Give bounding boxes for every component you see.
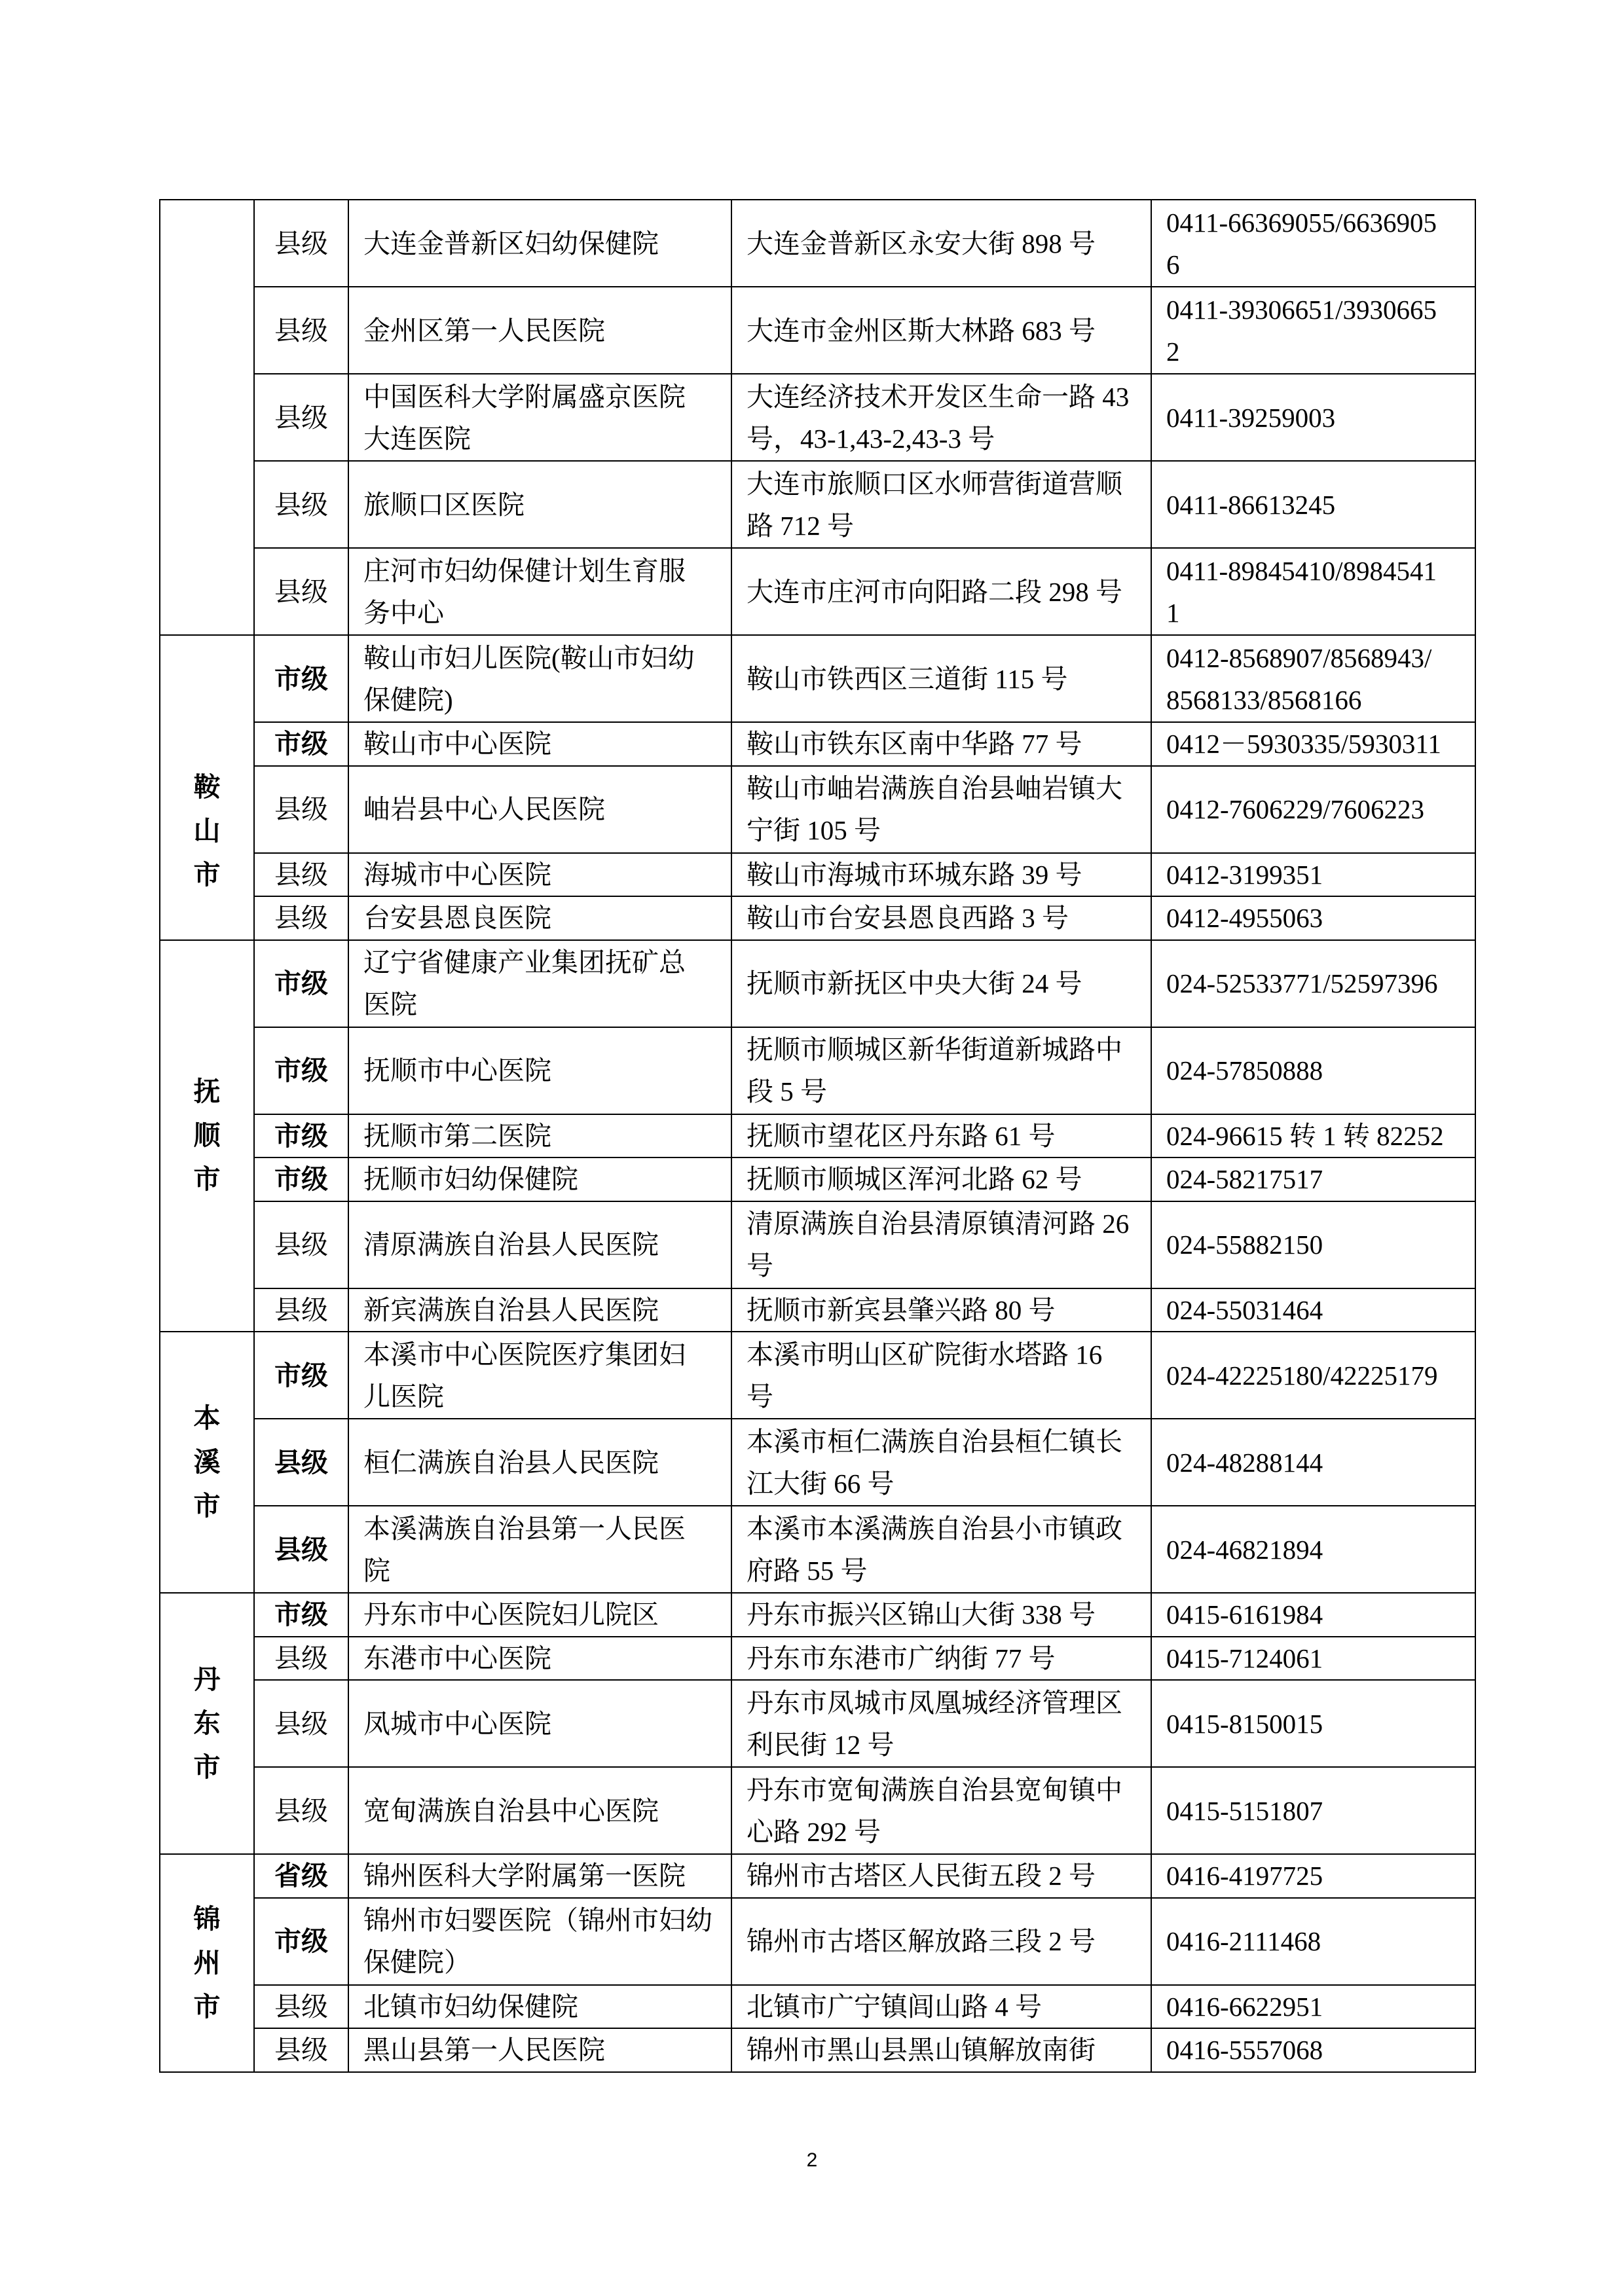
- hospital-name: 宽甸满族自治县中心医院: [363, 1795, 659, 1826]
- address-text: 大连市金州区斯大林路 683 号: [747, 315, 1096, 346]
- table-row: [160, 1114, 1475, 1158]
- phone-cell: [1151, 722, 1475, 766]
- address-text: 鞍山市台安县恩良西路 3 号: [747, 903, 1069, 934]
- address-cell: [731, 548, 1151, 635]
- phone-cell: [1151, 1332, 1475, 1419]
- level-cell: [254, 1898, 348, 1985]
- address-text: 清原满族自治县清原镇清河路 26 号: [747, 1209, 1130, 1281]
- address-text: 锦州市古塔区人民街五段 2 号: [747, 1861, 1096, 1891]
- page-number: 2: [806, 2149, 818, 2171]
- level-cell: [254, 940, 348, 1027]
- address-cell: [731, 1680, 1151, 1767]
- phone-cell: [1151, 200, 1475, 287]
- level-cell: [254, 1419, 348, 1506]
- phone-text: 024-96615 转 1 转 82252: [1166, 1120, 1444, 1151]
- phone-cell: [1151, 1114, 1475, 1158]
- phone-cell: [1151, 1201, 1475, 1288]
- table-row: [160, 1027, 1475, 1114]
- address-cell: [731, 1157, 1151, 1201]
- level-text: 县级: [274, 903, 328, 934]
- phone-cell: [1151, 896, 1475, 940]
- address-text: 抚顺市新抚区中央大街 24 号: [747, 968, 1082, 998]
- table-row: [160, 1680, 1475, 1767]
- level-text: 县级: [274, 402, 328, 433]
- table-row: [160, 1201, 1475, 1288]
- level-cell: [254, 635, 348, 722]
- address-text: 抚顺市新宾县肇兴路 80 号: [747, 1294, 1056, 1325]
- hospital-name-cell: [348, 853, 731, 897]
- address-cell: [731, 940, 1151, 1027]
- address-cell: [731, 635, 1151, 722]
- hospital-name: 大连金普新区妇幼保健院: [363, 228, 659, 259]
- phone-text: 0411-66369055/6636905 6: [1166, 207, 1437, 280]
- hospital-name: 锦州市妇婴医院（锦州市妇幼 保健院）: [363, 1905, 712, 1977]
- table-row: [160, 1637, 1475, 1681]
- phone-text: 0411-86613245: [1166, 489, 1336, 520]
- hospital-name-cell: [348, 896, 731, 940]
- address-text: 抚顺市望花区丹东路 61 号: [747, 1120, 1056, 1151]
- address-text: 锦州市黑山县黑山镇解放南街: [747, 2035, 1096, 2066]
- address-cell: [731, 1506, 1151, 1593]
- phone-text: 0416-5557068: [1166, 2035, 1323, 2066]
- address-cell: [731, 1898, 1151, 1985]
- table-row: [160, 1985, 1475, 2029]
- hospital-name-cell: [348, 1854, 731, 1898]
- hospital-name: 抚顺市中心医院: [363, 1055, 551, 1085]
- phone-cell: [1151, 940, 1475, 1027]
- table-row: [160, 287, 1475, 374]
- phone-text: 0411-39259003: [1166, 402, 1336, 433]
- phone-cell: [1151, 1027, 1475, 1114]
- level-cell: [254, 853, 348, 897]
- phone-text: 0412-7606229/7606223: [1166, 794, 1425, 824]
- address-text: 本溪市本溪满族自治县小市镇政 府路 55 号: [747, 1513, 1122, 1586]
- region-name: 锦州市: [193, 1903, 221, 2022]
- table-row: [160, 722, 1475, 766]
- level-text: 县级: [274, 228, 328, 259]
- table-row: [160, 853, 1475, 897]
- level-cell: [254, 1027, 348, 1114]
- address-text: 鞍山市岫岩满族自治县岫岩镇大 宁街 105 号: [747, 773, 1122, 845]
- hospital-name-cell: [348, 1027, 731, 1114]
- phone-cell: [1151, 2028, 1475, 2072]
- address-text: 丹东市凤城市凤凰城经济管理区 利民街 12 号: [747, 1687, 1122, 1760]
- level-cell: [254, 1114, 348, 1158]
- level-cell: [254, 287, 348, 374]
- hospital-name: 中国医科大学附属盛京医院 大连医院: [363, 381, 686, 454]
- table-row: [160, 1854, 1475, 1898]
- address-text: 本溪市明山区矿院街水塔路 16 号: [747, 1339, 1103, 1412]
- level-cell: [254, 1593, 348, 1637]
- table-row: [160, 635, 1475, 722]
- hospital-table: [159, 199, 1476, 2073]
- address-cell: [731, 1593, 1151, 1637]
- region-cell: [160, 1854, 254, 2072]
- phone-text: 024-52533771/52597396: [1166, 968, 1438, 998]
- level-text: 县级: [274, 1795, 328, 1826]
- table-row: [160, 461, 1475, 548]
- hospital-name-cell: [348, 1506, 731, 1593]
- hospital-name-cell: [348, 1419, 731, 1506]
- phone-text: 0415-5151807: [1166, 1795, 1323, 1826]
- hospital-name-cell: [348, 722, 731, 766]
- address-cell: [731, 1027, 1151, 1114]
- hospital-name-cell: [348, 200, 731, 287]
- hospital-name: 丹东市中心医院妇儿院区: [363, 1599, 659, 1630]
- level-cell: [254, 548, 348, 635]
- table-row: [160, 940, 1475, 1027]
- level-cell: [254, 2028, 348, 2072]
- address-cell: [731, 1985, 1151, 2029]
- hospital-name: 凤城市中心医院: [363, 1708, 551, 1739]
- hospital-name: 旅顺口区医院: [363, 489, 525, 520]
- level-cell: [254, 896, 348, 940]
- phone-text: 024-58217517: [1166, 1164, 1323, 1195]
- hospital-name-cell: [348, 1114, 731, 1158]
- level-cell: [254, 1201, 348, 1288]
- level-cell: [254, 1332, 348, 1419]
- hospital-name-cell: [348, 635, 731, 722]
- level-text: 县级: [274, 1230, 328, 1260]
- level-cell: [254, 766, 348, 853]
- table-row: [160, 896, 1475, 940]
- phone-cell: [1151, 461, 1475, 548]
- address-text: 丹东市东港市广纳街 77 号: [747, 1643, 1056, 1673]
- hospital-name: 辽宁省健康产业集团抚矿总 医院: [363, 947, 686, 1019]
- region-cell: [160, 1332, 254, 1593]
- level-text: 省级: [274, 1861, 328, 1891]
- level-text: 县级: [274, 489, 328, 520]
- phone-cell: [1151, 635, 1475, 722]
- address-text: 抚顺市顺城区新华街道新城路中 段 5 号: [747, 1034, 1122, 1106]
- level-text: 市级: [274, 663, 328, 694]
- region-cell: [160, 940, 254, 1332]
- address-cell: [731, 1637, 1151, 1681]
- level-text: 县级: [274, 576, 328, 607]
- address-cell: [731, 1854, 1151, 1898]
- hospital-name-cell: [348, 374, 731, 461]
- address-text: 抚顺市顺城区浑河北路 62 号: [747, 1164, 1082, 1195]
- address-cell: [731, 766, 1151, 853]
- phone-cell: [1151, 287, 1475, 374]
- region-name: 鞍山市: [193, 772, 221, 890]
- level-text: 市级: [274, 968, 328, 998]
- level-cell: [254, 1637, 348, 1681]
- level-cell: [254, 1767, 348, 1854]
- hospital-name: 东港市中心医院: [363, 1643, 551, 1673]
- hospital-name-cell: [348, 2028, 731, 2072]
- hospital-name: 岫岩县中心人民医院: [363, 794, 605, 824]
- phone-text: 0416-2111468: [1166, 1926, 1321, 1956]
- level-text: 县级: [274, 1708, 328, 1739]
- hospital-name-cell: [348, 1985, 731, 2029]
- region-name: 抚顺市: [193, 1076, 221, 1195]
- hospital-name: 本溪满族自治县第一人民医 院: [363, 1513, 686, 1586]
- phone-cell: [1151, 766, 1475, 853]
- table-row: [160, 1767, 1475, 1854]
- phone-text: 024-57850888: [1166, 1055, 1323, 1085]
- phone-cell: [1151, 1767, 1475, 1854]
- level-text: 市级: [274, 1120, 328, 1151]
- level-cell: [254, 374, 348, 461]
- address-text: 本溪市桓仁满族自治县桓仁镇长 江大街 66 号: [747, 1426, 1122, 1499]
- table-row: [160, 1898, 1475, 1985]
- level-text: 市级: [274, 729, 328, 759]
- hospital-name: 黑山县第一人民医院: [363, 2035, 605, 2066]
- address-cell: [731, 1419, 1151, 1506]
- level-text: 县级: [274, 1294, 328, 1325]
- hospital-name-cell: [348, 1898, 731, 1985]
- phone-text: 024-46821894: [1166, 1534, 1323, 1565]
- phone-text: 024-42225180/42225179: [1166, 1360, 1438, 1391]
- phone-cell: [1151, 1593, 1475, 1637]
- hospital-name: 金州区第一人民医院: [363, 315, 605, 346]
- hospital-name: 鞍山市中心医院: [363, 729, 551, 759]
- phone-cell: [1151, 1985, 1475, 2029]
- region-cell: [160, 635, 254, 940]
- table-row: [160, 1332, 1475, 1419]
- phone-cell: [1151, 1419, 1475, 1506]
- level-text: 市级: [274, 1055, 328, 1085]
- phone-text: 0416-4197725: [1166, 1861, 1323, 1891]
- table-row: [160, 1288, 1475, 1332]
- level-cell: [254, 1157, 348, 1201]
- hospital-name: 桓仁满族自治县人民医院: [363, 1447, 659, 1478]
- address-cell: [731, 722, 1151, 766]
- hospital-name-cell: [348, 940, 731, 1027]
- level-text: 市级: [274, 1360, 328, 1391]
- table-row: [160, 374, 1475, 461]
- level-cell: [254, 200, 348, 287]
- level-cell: [254, 1506, 348, 1593]
- level-cell: [254, 1985, 348, 2029]
- address-text: 大连市庄河市向阳路二段 298 号: [747, 576, 1122, 607]
- hospital-name-cell: [348, 1680, 731, 1767]
- address-text: 大连市旅顺口区水师营街道营顺 路 712 号: [747, 468, 1122, 541]
- hospital-name-cell: [348, 548, 731, 635]
- address-cell: [731, 287, 1151, 374]
- address-cell: [731, 1288, 1151, 1332]
- hospital-name-cell: [348, 1637, 731, 1681]
- phone-cell: [1151, 853, 1475, 897]
- hospital-name: 本溪市中心医院医疗集团妇 儿医院: [363, 1339, 686, 1412]
- address-text: 鞍山市海城市环城东路 39 号: [747, 859, 1082, 890]
- address-cell: [731, 1114, 1151, 1158]
- phone-text: 0412-4955063: [1166, 903, 1323, 934]
- level-cell: [254, 461, 348, 548]
- hospital-name: 清原满族自治县人民医院: [363, 1230, 659, 1260]
- phone-text: 0412-3199351: [1166, 859, 1323, 890]
- address-cell: [731, 2028, 1151, 2072]
- level-text: 市级: [274, 1599, 328, 1630]
- hospital-name: 抚顺市妇幼保健院: [363, 1164, 578, 1195]
- table-row: [160, 1506, 1475, 1593]
- level-text: 县级: [274, 859, 328, 890]
- address-text: 大连经济技术开发区生命一路 43 号，43-1,43-2,43-3 号: [747, 381, 1130, 454]
- hospital-name-cell: [348, 1201, 731, 1288]
- address-text: 北镇市广宁镇闾山路 4 号: [747, 1991, 1042, 2022]
- address-cell: [731, 374, 1151, 461]
- phone-cell: [1151, 1898, 1475, 1985]
- level-text: 市级: [274, 1926, 328, 1956]
- level-cell: [254, 1680, 348, 1767]
- phone-cell: [1151, 1157, 1475, 1201]
- phone-text: 0411-39306651/3930665 2: [1166, 294, 1437, 367]
- address-text: 丹东市宽甸满族自治县宽甸镇中 心路 292 号: [747, 1774, 1122, 1847]
- address-text: 锦州市古塔区解放路三段 2 号: [747, 1926, 1096, 1956]
- hospital-name: 庄河市妇幼保健计划生育服 务中心: [363, 555, 686, 628]
- address-text: 大连金普新区永安大街 898 号: [747, 228, 1096, 259]
- address-text: 鞍山市铁西区三道街 115 号: [747, 663, 1068, 694]
- level-text: 县级: [274, 1991, 328, 2022]
- region-cell: [160, 1593, 254, 1854]
- hospital-name: 新宾满族自治县人民医院: [363, 1294, 659, 1325]
- phone-text: 024-55882150: [1166, 1230, 1323, 1260]
- hospital-name: 海城市中心医院: [363, 859, 551, 890]
- level-text: 市级: [274, 1164, 328, 1195]
- table-row: [160, 1157, 1475, 1201]
- phone-cell: [1151, 1637, 1475, 1681]
- level-text: 县级: [274, 1643, 328, 1673]
- table-row: [160, 766, 1475, 853]
- phone-cell: [1151, 1288, 1475, 1332]
- hospital-name-cell: [348, 287, 731, 374]
- table-row: [160, 2028, 1475, 2072]
- hospital-name-cell: [348, 1288, 731, 1332]
- phone-text: 0415-7124061: [1166, 1643, 1323, 1673]
- address-text: 丹东市振兴区锦山大街 338 号: [747, 1599, 1096, 1630]
- level-text: 县级: [274, 1534, 328, 1565]
- hospital-name: 台安县恩良医院: [363, 903, 551, 934]
- level-text: 县级: [274, 315, 328, 346]
- hospital-name-cell: [348, 1157, 731, 1201]
- region-name: 本溪市: [193, 1403, 221, 1521]
- address-cell: [731, 461, 1151, 548]
- hospital-name-cell: [348, 1593, 731, 1637]
- address-text: 鞍山市铁东区南中华路 77 号: [747, 729, 1082, 759]
- phone-text: 0412-8568907/8568943/ 8568133/8568166: [1166, 642, 1432, 715]
- phone-text: 0416-6622951: [1166, 1991, 1323, 2022]
- region-name: 丹东市: [193, 1664, 221, 1782]
- phone-cell: [1151, 1680, 1475, 1767]
- level-text: 县级: [274, 1447, 328, 1478]
- address-cell: [731, 200, 1151, 287]
- hospital-name: 鞍山市妇儿医院(鞍山市妇幼 保健院): [363, 642, 695, 715]
- phone-text: 0411-89845410/8984541 1: [1166, 555, 1437, 628]
- level-text: 县级: [274, 2035, 328, 2066]
- phone-cell: [1151, 374, 1475, 461]
- hospital-name-cell: [348, 766, 731, 853]
- hospital-name-cell: [348, 1767, 731, 1854]
- address-cell: [731, 896, 1151, 940]
- hospital-name: 锦州医科大学附属第一医院: [363, 1861, 686, 1891]
- level-cell: [254, 722, 348, 766]
- phone-cell: [1151, 1854, 1475, 1898]
- phone-cell: [1151, 1506, 1475, 1593]
- level-cell: [254, 1854, 348, 1898]
- hospital-name-cell: [348, 461, 731, 548]
- table-row: [160, 1419, 1475, 1506]
- level-text: 县级: [274, 794, 328, 824]
- phone-text: 0415-6161984: [1166, 1599, 1323, 1630]
- phone-cell: [1151, 548, 1475, 635]
- table-row: [160, 1593, 1475, 1637]
- hospital-name-cell: [348, 1332, 731, 1419]
- hospital-name: 北镇市妇幼保健院: [363, 1991, 578, 2022]
- address-cell: [731, 1767, 1151, 1854]
- phone-text: 0412－5930335/5930311: [1166, 729, 1441, 759]
- address-cell: [731, 853, 1151, 897]
- table-row: [160, 548, 1475, 635]
- region-cell: [160, 200, 254, 635]
- phone-text: 024-48288144: [1166, 1447, 1323, 1478]
- phone-text: 0415-8150015: [1166, 1708, 1323, 1739]
- level-cell: [254, 1288, 348, 1332]
- address-cell: [731, 1201, 1151, 1288]
- phone-text: 024-55031464: [1166, 1294, 1323, 1325]
- hospital-name: 抚顺市第二医院: [363, 1120, 551, 1151]
- address-cell: [731, 1332, 1151, 1419]
- table-row: [160, 200, 1475, 287]
